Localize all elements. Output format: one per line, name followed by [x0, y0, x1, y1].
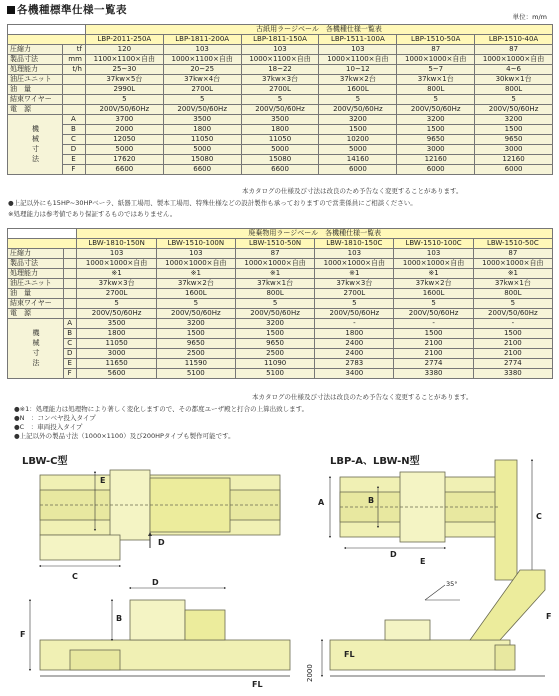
- dim-label-c-right: C: [536, 512, 542, 521]
- spec-cell: 5: [397, 95, 475, 105]
- spec-cell: 1000×1000×自由: [473, 259, 552, 269]
- model-name: LBP-1811-200A: [163, 35, 241, 45]
- dim-cell: 3200: [319, 115, 397, 125]
- dim-letter: F: [63, 369, 77, 379]
- dim-cell: 5600: [77, 369, 156, 379]
- model-name: LBP-2011-250A: [85, 35, 163, 45]
- dim-group-label: 機械寸法: [8, 115, 63, 175]
- dim-cell: 3500: [241, 115, 319, 125]
- spec-cell: 2700L: [241, 85, 319, 95]
- spec-cell: 18~22: [241, 65, 319, 75]
- spec-cell: 103: [319, 45, 397, 55]
- spec-cell: 37kw×2台: [156, 279, 235, 289]
- dim-cell: 1500: [397, 125, 475, 135]
- dim-cell: 6000: [475, 165, 553, 175]
- dim-cell: 17620: [85, 155, 163, 165]
- dim-cell: 12050: [85, 135, 163, 145]
- dim-cell: 5000: [85, 145, 163, 155]
- dim-letter: D: [63, 349, 77, 359]
- dim-label-f-side: F: [20, 630, 26, 639]
- dim-letter: D: [62, 145, 85, 155]
- dim-cell: 3200: [235, 319, 314, 329]
- spec-cell: 5: [156, 299, 235, 309]
- spec-cell: 37kw×3台: [315, 279, 394, 289]
- page-title: 各機種標準仕様一覧表: [7, 2, 127, 17]
- drawing-title-lbw-c: LBW-C型: [22, 456, 68, 467]
- drawing-title-lbp-a: LBP-A、LBW-N型: [330, 456, 420, 467]
- row-label: 処理能力: [8, 65, 63, 75]
- spec-cell: ※1: [156, 269, 235, 279]
- spec-cell: 200V/50/60Hz: [473, 309, 552, 319]
- dim-cell: 11090: [235, 359, 314, 369]
- spec-cell: 120: [85, 45, 163, 55]
- note1-other-models: ●上記以外にも15HP~30HPベーラ、紙器工場用、製本工場用、特殊仕様などの設計製作も承っておりますので営業係員にご相談ください。: [8, 199, 417, 207]
- dim-cell: 11590: [156, 359, 235, 369]
- spec-cell: 103: [156, 249, 235, 259]
- row-label: 製品寸法: [8, 259, 64, 269]
- dim-label-d-right: D: [390, 550, 397, 559]
- note2-disclaimer: 本カタログの仕様及び寸法は改良のため予告なく変更することがあります。: [252, 393, 473, 401]
- dim-label-e-left: E: [100, 476, 106, 485]
- unit-label: 単位：m/m: [512, 13, 547, 21]
- dim-letter: A: [63, 319, 77, 329]
- spec-cell: 5~7: [397, 65, 475, 75]
- model-name: LBP-1811-150A: [241, 35, 319, 45]
- dim-cell: 1800: [163, 125, 241, 135]
- dim-cell: 3000: [77, 349, 156, 359]
- dim-cell: 1800: [77, 329, 156, 339]
- dim-group-label: 機械寸法: [8, 319, 64, 379]
- spec-cell: 200V/50/60Hz: [241, 105, 319, 115]
- spec-cell: 37kw×1台: [235, 279, 314, 289]
- model-name: LBW-1810-150C: [315, 239, 394, 249]
- spec-cell: ※1: [315, 269, 394, 279]
- spec-cell: 37kw×3台: [241, 75, 319, 85]
- dim-cell: 1800: [315, 329, 394, 339]
- dim-cell: 9650: [475, 135, 553, 145]
- dim-label-fl-left: FL: [252, 680, 263, 689]
- spec-cell: 87: [473, 249, 552, 259]
- dim-cell: 3700: [85, 115, 163, 125]
- note1-capacity: ※処理能力は参考値であり保証するものではありません。: [8, 210, 177, 218]
- dim-cell: 3200: [156, 319, 235, 329]
- spec-cell: ※1: [77, 269, 156, 279]
- row-label: 処理能力: [8, 269, 64, 279]
- dim-cell: 1500: [156, 329, 235, 339]
- spec-cell: 2990L: [85, 85, 163, 95]
- dim-cell: 1800: [241, 125, 319, 135]
- spec-cell: 5: [85, 95, 163, 105]
- spec-cell: 200V/50/60Hz: [156, 309, 235, 319]
- model-name: LBP-1510-40A: [475, 35, 553, 45]
- spec-cell: 5: [394, 299, 473, 309]
- spec-cell: 1000×1000×自由: [156, 259, 235, 269]
- dim-cell: 3500: [77, 319, 156, 329]
- spec-cell: 1000×1100×自由: [163, 55, 241, 65]
- dim-cell: 10200: [319, 135, 397, 145]
- spec-cell: 10~12: [319, 65, 397, 75]
- spec-cell: 800L: [397, 85, 475, 95]
- dim-cell: 2000: [85, 125, 163, 135]
- dim-cell: 1500: [319, 125, 397, 135]
- dim-letter: E: [62, 155, 85, 165]
- spec-cell: 800L: [473, 289, 552, 299]
- dim-cell: 2400: [315, 339, 394, 349]
- dim-label-d-left: D: [158, 538, 165, 547]
- spec-cell: 87: [475, 45, 553, 55]
- spec-cell: 37kw×1台: [397, 75, 475, 85]
- spec-cell: 1000×1000×自由: [475, 55, 553, 65]
- spec-cell: 1100×1100×自由: [85, 55, 163, 65]
- dim-label-fl-right: FL: [344, 650, 355, 659]
- spec-cell: 103: [163, 45, 241, 55]
- spec-cell: 200V/50/60Hz: [77, 309, 156, 319]
- row-label: 油圧ユニット: [8, 75, 63, 85]
- note2-c-type: ●C ：車両投入タイプ: [14, 423, 83, 431]
- spec-cell: ※1: [394, 269, 473, 279]
- dim-label-a-right: A: [318, 498, 325, 507]
- dim-label-e-right: E: [420, 557, 426, 566]
- note2-capacity: ●※1：処理能力は処理物により著しく変化しますので、その都度ユーザ殿と打合の上算出致します。: [14, 405, 309, 413]
- model-name: LBP-1510-50A: [397, 35, 475, 45]
- lbp-a-top-view: [340, 460, 517, 580]
- dim-cell: 2400: [315, 349, 394, 359]
- row-label: 油 量: [8, 85, 63, 95]
- dim-cell: 6600: [85, 165, 163, 175]
- spec-cell: 5: [77, 299, 156, 309]
- spec-cell: 20~25: [163, 65, 241, 75]
- dim-cell: -: [394, 319, 473, 329]
- spec-cell: 87: [397, 45, 475, 55]
- dim-cell: 11650: [77, 359, 156, 369]
- dim-cell: 1500: [475, 125, 553, 135]
- dim-cell: 15080: [163, 155, 241, 165]
- dim-cell: 11050: [77, 339, 156, 349]
- table-caption: 廃棄物用ラージベール 各機種仕様一覧表: [77, 229, 553, 239]
- spec-cell: 37kw×5台: [85, 75, 163, 85]
- dim-cell: 6600: [241, 165, 319, 175]
- dim-cell: 2500: [156, 349, 235, 359]
- table-caption: 古紙用ラージベール 各機種仕様一覧表: [85, 25, 552, 35]
- model-name: LBW-1510-100C: [394, 239, 473, 249]
- note1-disclaimer: 本カタログの仕様及び寸法は改良のため予告なく変更することがあります。: [242, 187, 463, 195]
- dim-label-c-left: C: [72, 572, 78, 581]
- model-name: LBW-1810-150N: [77, 239, 156, 249]
- dim-cell: 2100: [394, 349, 473, 359]
- spec-cell: 1000×1100×自由: [319, 55, 397, 65]
- dim-cell: 3500: [163, 115, 241, 125]
- dim-letter: B: [63, 329, 77, 339]
- spec-cell: 1000×1000×自由: [315, 259, 394, 269]
- lbw-c-side-view: [40, 600, 290, 670]
- angle-label: 35°: [446, 580, 458, 588]
- spec-cell: 800L: [475, 85, 553, 95]
- spec-cell: 2700L: [163, 85, 241, 95]
- dim-cell: 6000: [319, 165, 397, 175]
- spec-cell: 1000×1100×自由: [241, 55, 319, 65]
- dim-cell: 1500: [473, 329, 552, 339]
- dim-cell: 14160: [319, 155, 397, 165]
- spec-cell: 103: [315, 249, 394, 259]
- dim-cell: 3380: [394, 369, 473, 379]
- dim-cell: 12160: [475, 155, 553, 165]
- dim-cell: 2500: [235, 349, 314, 359]
- spec-cell: 200V/50/60Hz: [315, 309, 394, 319]
- dim-cell: 3000: [397, 145, 475, 155]
- dim-cell: 6600: [163, 165, 241, 175]
- spec-cell: 37kw×3台: [77, 279, 156, 289]
- spec-cell: 2700L: [315, 289, 394, 299]
- spec-cell: 103: [241, 45, 319, 55]
- dim-letter: C: [63, 339, 77, 349]
- dim-cell: 15080: [241, 155, 319, 165]
- spec-cell: 200V/50/60Hz: [235, 309, 314, 319]
- dim-cell: 5000: [319, 145, 397, 155]
- dim-label-b-right: B: [368, 496, 375, 505]
- dim-label-d-side: D: [152, 578, 159, 587]
- dim-letter: C: [62, 135, 85, 145]
- row-label: 電 源: [8, 309, 64, 319]
- spec-cell: 1600L: [394, 289, 473, 299]
- row-label: 電 源: [8, 105, 63, 115]
- model-name: LBW-1510-100N: [156, 239, 235, 249]
- dim-cell: 3380: [473, 369, 552, 379]
- dim-cell: 9650: [235, 339, 314, 349]
- spec-cell: 5: [475, 95, 553, 105]
- dim-cell: 3000: [475, 145, 553, 155]
- dim-cell: 3400: [315, 369, 394, 379]
- row-label: 油 量: [8, 289, 64, 299]
- dim-cell: 9650: [156, 339, 235, 349]
- row-label: 結束ワイヤー: [8, 95, 63, 105]
- model-name: LBW-1510-50C: [473, 239, 552, 249]
- spec-cell: 200V/50/60Hz: [394, 309, 473, 319]
- dim-cell: 2100: [394, 339, 473, 349]
- spec-cell: 4~6: [475, 65, 553, 75]
- spec-cell: 1000×1000×自由: [77, 259, 156, 269]
- row-unit: mm: [62, 55, 85, 65]
- spec-cell: 5: [473, 299, 552, 309]
- dim-letter: E: [63, 359, 77, 369]
- dim-cell: 11050: [163, 135, 241, 145]
- spec-cell: 200V/50/60Hz: [397, 105, 475, 115]
- dim-letter: B: [62, 125, 85, 135]
- dim-cell: 2774: [394, 359, 473, 369]
- row-label: 結束ワイヤー: [8, 299, 64, 309]
- spec-cell: 1000×1000×自由: [394, 259, 473, 269]
- spec-cell: 1000×1000×自由: [397, 55, 475, 65]
- spec-cell: 1600L: [319, 85, 397, 95]
- spec-cell: 1000×1000×自由: [235, 259, 314, 269]
- note2-n-type: ●N ：コンベヤ投入タイプ: [14, 414, 96, 422]
- dim-cell: 2100: [473, 349, 552, 359]
- spec-cell: 2700L: [77, 289, 156, 299]
- spec-cell: 5: [315, 299, 394, 309]
- row-unit: tf: [62, 45, 85, 55]
- spec-cell: 103: [394, 249, 473, 259]
- row-label: 圧縮力: [8, 249, 64, 259]
- spec-cell: ※1: [473, 269, 552, 279]
- spec-cell: 103: [77, 249, 156, 259]
- spec-cell: 200V/50/60Hz: [163, 105, 241, 115]
- spec-cell: 5: [235, 299, 314, 309]
- spec-cell: 200V/50/60Hz: [85, 105, 163, 115]
- spec-cell: 5: [241, 95, 319, 105]
- dim-cell: 3200: [397, 115, 475, 125]
- dim-letter: F: [62, 165, 85, 175]
- spec-cell: 87: [235, 249, 314, 259]
- spec-cell: 5: [163, 95, 241, 105]
- dim-cell: 5100: [156, 369, 235, 379]
- row-label: 製品寸法: [8, 55, 63, 65]
- spec-cell: ※1: [235, 269, 314, 279]
- dim-letter: A: [62, 115, 85, 125]
- dim-cell: 5000: [163, 145, 241, 155]
- spec-cell: 5: [319, 95, 397, 105]
- row-label: 圧縮力: [8, 45, 63, 55]
- dim-cell: 2100: [473, 339, 552, 349]
- dim-cell: 9650: [397, 135, 475, 145]
- dim-cell: 1500: [235, 329, 314, 339]
- row-label: 油圧ユニット: [8, 279, 64, 289]
- dim-cell: 1500: [394, 329, 473, 339]
- lbp-a-side-view: [330, 570, 545, 670]
- spec-cell: 37kw×2台: [319, 75, 397, 85]
- dim-cell: 2783: [315, 359, 394, 369]
- row-unit: t/h: [62, 65, 85, 75]
- spec-cell: 37kw×4台: [163, 75, 241, 85]
- dim-label-f-right: F: [546, 612, 552, 621]
- dim-cell: 12160: [397, 155, 475, 165]
- model-name: LBW-1510-50N: [235, 239, 314, 249]
- dim-cell: 5000: [241, 145, 319, 155]
- dim-cell: 3200: [475, 115, 553, 125]
- spec-cell: 200V/50/60Hz: [475, 105, 553, 115]
- spec-cell: 800L: [235, 289, 314, 299]
- spec-cell: 37kw×2台: [394, 279, 473, 289]
- model-name: LBP-1511-100A: [319, 35, 397, 45]
- dim-cell: 11050: [241, 135, 319, 145]
- dim-cell: 2774: [473, 359, 552, 369]
- dim-label-b-side: B: [116, 614, 123, 623]
- spec-cell: 1600L: [156, 289, 235, 299]
- dim-cell: -: [473, 319, 552, 329]
- spec-cell: 200V/50/60Hz: [319, 105, 397, 115]
- height-label-2000: 2000: [306, 664, 314, 682]
- spec-cell: 30kw×1台: [475, 75, 553, 85]
- dim-cell: 5100: [235, 369, 314, 379]
- dim-cell: -: [315, 319, 394, 329]
- spec-cell: 25~30: [85, 65, 163, 75]
- dim-cell: 6000: [397, 165, 475, 175]
- spec-cell: 37kw×1台: [473, 279, 552, 289]
- note2-other-sizes: ●上記以外の製品寸法（1000×1100）及び200HPタイプも製作可能です。: [14, 432, 235, 440]
